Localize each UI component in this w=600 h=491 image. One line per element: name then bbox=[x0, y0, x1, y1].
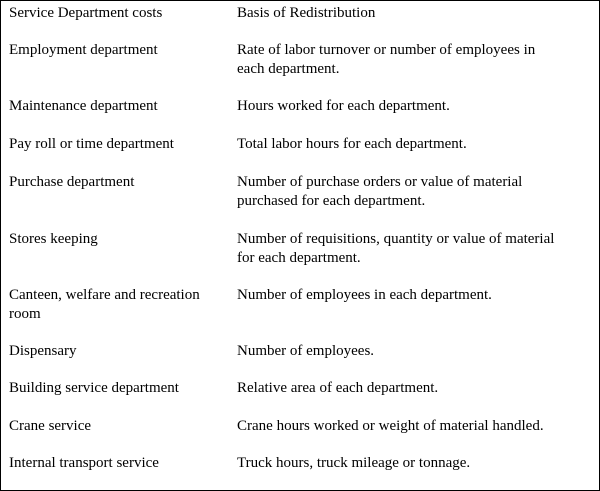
row-service-stores: Stores keeping bbox=[9, 231, 98, 247]
row-basis-transport: Truck hours, truck mileage or tonnage. bbox=[237, 455, 471, 471]
row-basis-building: Relative area of each department. bbox=[237, 380, 439, 396]
row-service-payroll: Pay roll or time department bbox=[9, 136, 174, 152]
row-service-transport: Internal transport service bbox=[9, 455, 159, 471]
row-basis-employment-line1: Rate of labor turnover or number of employees in bbox=[237, 42, 536, 58]
row-basis-dispensary: Number of employees. bbox=[237, 343, 375, 359]
row-basis-maintenance: Hours worked for each department. bbox=[237, 98, 450, 114]
row-service-maintenance: Maintenance department bbox=[9, 98, 158, 114]
row-service-employment: Employment department bbox=[9, 42, 158, 58]
header-basis: Basis of Redistribution bbox=[237, 5, 376, 21]
row-basis-canteen: Number of employees in each department. bbox=[237, 287, 492, 303]
row-service-dispensary: Dispensary bbox=[9, 343, 77, 359]
row-basis-purchase-line2: purchased for each department. bbox=[237, 193, 426, 209]
row-basis-stores-line2: for each department. bbox=[237, 250, 361, 266]
row-service-purchase: Purchase department bbox=[9, 174, 135, 190]
row-service-crane: Crane service bbox=[9, 418, 92, 434]
row-service-canteen-line1: Canteen, welfare and recreation bbox=[9, 287, 200, 303]
row-basis-purchase-line1: Number of purchase orders or value of material bbox=[237, 174, 523, 190]
row-service-building: Building service department bbox=[9, 380, 179, 396]
row-basis-payroll: Total labor hours for each department. bbox=[237, 136, 467, 152]
header-service-costs: Service Department costs bbox=[9, 5, 163, 21]
row-basis-crane: Crane hours worked or weight of material handled. bbox=[237, 418, 544, 434]
row-service-canteen-line2: room bbox=[9, 306, 41, 322]
row-basis-employment-line2: each department. bbox=[237, 61, 340, 77]
row-basis-stores-line1: Number of requisitions, quantity or value of material bbox=[237, 231, 555, 247]
